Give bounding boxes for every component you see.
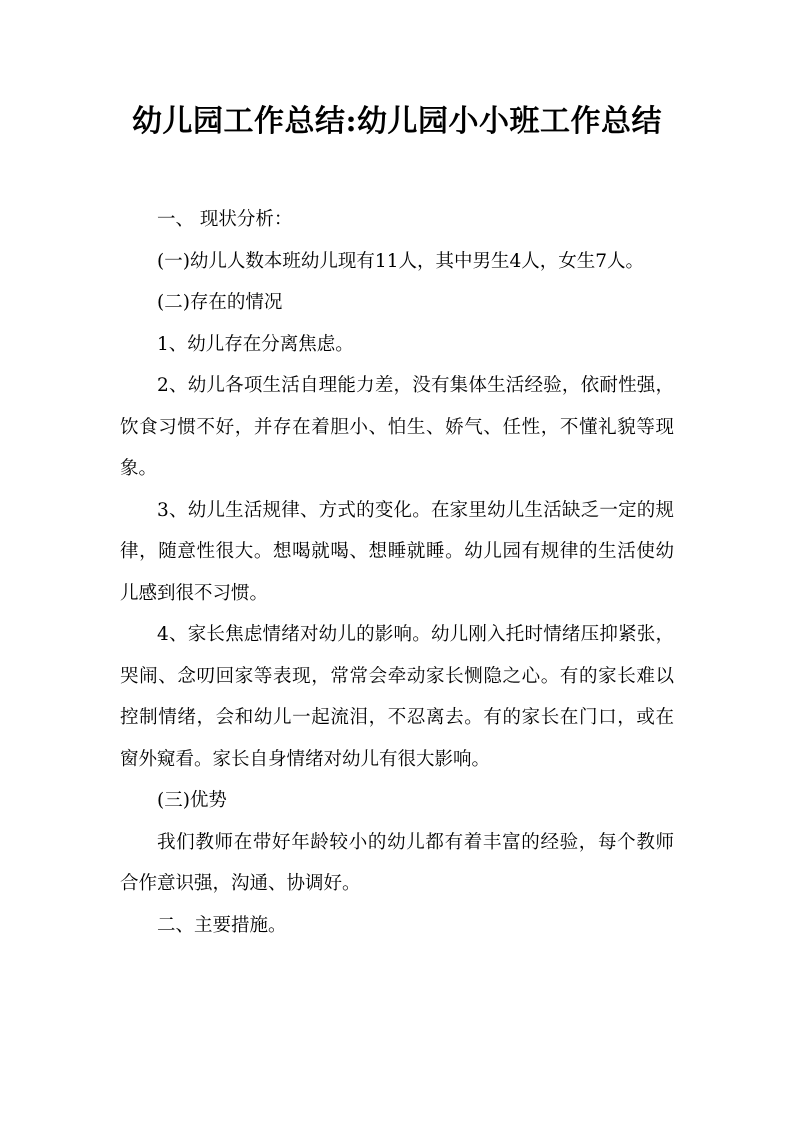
section-heading-status-analysis: 一、 现状分析： — [157, 209, 293, 230]
subheading-existing-situation: (二)存在的情况 — [157, 292, 283, 313]
subheading-strengths: (三)优势 — [157, 790, 227, 811]
paragraph-parent-anxiety: 4、家长焦虑情绪对幼儿的影响。幼儿刚入托时情绪压抑紧张，哭闹、念叨回家等表现，常常会牵动家长恻隐之心。有的家长难以控制情绪，会和幼儿一起流泪，不忍离去。有的家长在门口，或在窗外窥看。家长自身情绪对幼儿有很大影响。 — [120, 624, 674, 770]
paragraph-child-count: (一)幼儿人数本班幼儿现有11人，其中男生4人，女生7人。 — [157, 250, 645, 272]
paragraph-separation-anxiety: 1、幼儿存在分离焦虑。 — [157, 333, 354, 355]
section-heading-main-measures: 二、主要措施。 — [157, 914, 287, 936]
document-title: 幼儿园工作总结:幼儿园小小班工作总结 — [131, 104, 663, 139]
paragraph-self-care-ability: 2、幼儿各项生活自理能力差，没有集体生活经验，依耐性强，饮食习惯不好，并存在着胆小、怕生、娇气、任性，不懂礼貌等现象。 — [120, 375, 674, 479]
document-body — [120, 199, 674, 946]
paragraph-teacher-experience: 我们教师在带好年龄较小的幼儿都有着丰富的经验，每个教师合作意识强，沟通、协调好。 — [120, 831, 674, 894]
paragraph-routine-change: 3、幼儿生活规律、方式的变化。在家里幼儿生活缺乏一定的规律，随意性很大。想喝就喝、想睡就睡。幼儿园有规律的生活使幼儿感到很不习惯。 — [120, 499, 674, 604]
